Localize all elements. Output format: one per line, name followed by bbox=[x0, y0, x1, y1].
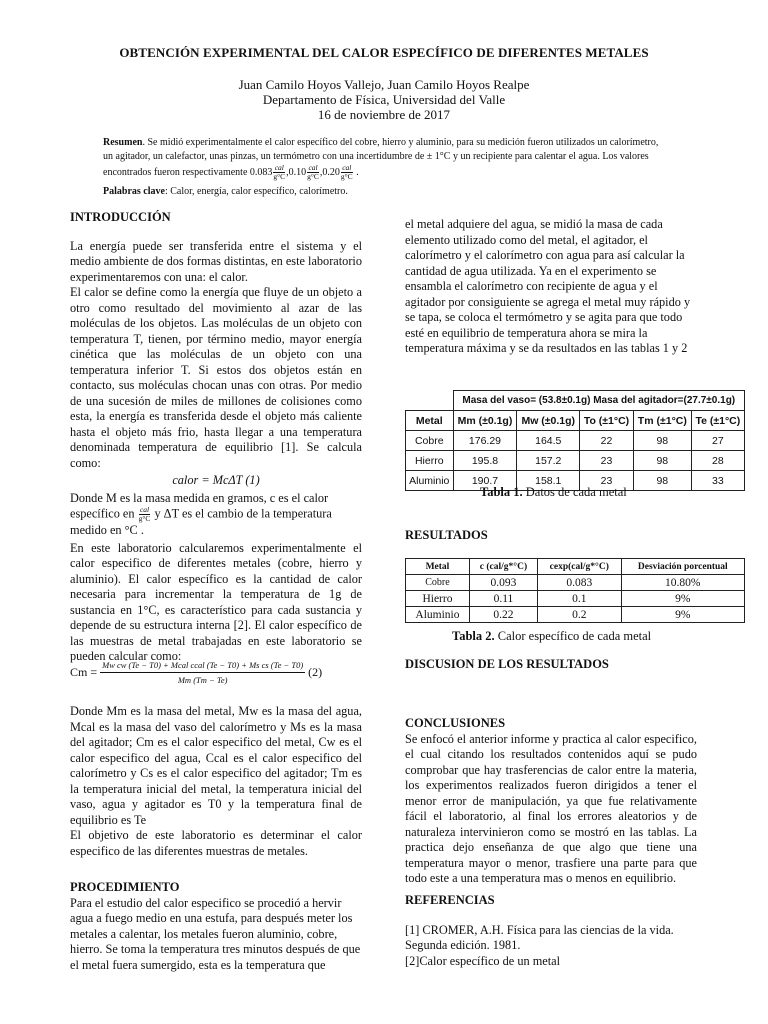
table-row bbox=[406, 451, 745, 471]
table-cell: 176.29 bbox=[453, 431, 517, 451]
equation-2-number: (2) bbox=[308, 665, 323, 679]
table-cell: 10.80% bbox=[621, 575, 744, 591]
table-cell: 98 bbox=[633, 451, 691, 471]
table-1-caption-text: Datos de cada metal bbox=[522, 485, 627, 499]
table-cell: 0.1 bbox=[538, 591, 622, 607]
table-2 bbox=[405, 558, 745, 623]
table-1-col-header: Tm (±1°C) bbox=[633, 411, 691, 431]
procedure-paragraph-1: Para el estudio del calor especifico se procedió a hervir agua a fuego medio en una estufa, para después meter los metales a calentar, los metales fueron aluminio, cobre, hierro. Se toma la temperatura tres minutos después de que el metal fuera sumergido, esta es la temperatura que bbox=[70, 895, 361, 972]
table-cell: Aluminio bbox=[406, 471, 454, 491]
intro-paragraph-1: La energía puede ser transferida entre el sistema y el medio ambiente de dos formas distintas, en este laboratorio experimentaremos con una: el calor. bbox=[70, 238, 362, 284]
table-cell: 158.1 bbox=[517, 471, 580, 491]
keywords-label: Palabras clave bbox=[103, 186, 165, 197]
table-row bbox=[406, 591, 745, 607]
equation-2-fraction bbox=[100, 660, 305, 685]
affiliation: Departamento de Física, Universidad del Valle bbox=[262, 92, 506, 107]
table-cell: 27 bbox=[691, 431, 744, 451]
intro-paragraph-3b: y ΔT es el cambio de la temperatura medido en °C . bbox=[70, 506, 332, 537]
table-1-col-header: Metal bbox=[406, 411, 454, 431]
table-row bbox=[406, 575, 745, 591]
table-2-caption bbox=[452, 629, 651, 644]
abstract-text: . Se midió experimentalmente el calor específico del cobre, hierro y aluminio, para su medición fueron utilizados un calorímetro, un agitador, un calefactor, unas pinzas, un termómetro con una incertidumbre de ± 1°C y un recipiente para calentar el agua. Los valores encontrados fueron respectivamente 0.083 bbox=[103, 137, 659, 178]
date: 16 de noviembre de 2017 bbox=[317, 107, 451, 122]
table-cell: 0.11 bbox=[469, 591, 537, 607]
abstract-value-3: ,0.20 bbox=[319, 166, 340, 178]
table-1-caption bbox=[480, 485, 627, 500]
reference-1: [1] CROMER, A.H. Física para las ciencias de la vida. Segunda edición. 1981. bbox=[405, 922, 674, 952]
table-cell: 157.2 bbox=[517, 451, 580, 471]
table-cell: 22 bbox=[580, 431, 634, 451]
table-2-header-row bbox=[406, 559, 745, 575]
intro-paragraph-4: En este laboratorio calcularemos experimentalmente el calor especifico de diferentes metales (cobre, hierro y aluminio). El calor específico es la cantidad de calor necesaria para incrementar la temperatura de 1g de sustancia en 1°C, es característico para cada sustancia y depende de su estructura interna [2]. El calor específico de las muestras de metal trabajadas en este laboratorio se pueden calcular como: bbox=[70, 540, 362, 663]
table-2-col-header: cexp(cal/g*°C) bbox=[538, 559, 622, 575]
table-cell: Cobre bbox=[406, 431, 454, 451]
intro-paragraph-5: Donde Mm es la masa del metal, Mw es la masa del agua, Mcal es la masa del vaso del calorímetro y Ms es la masa del agitador; Cm es el calor especifico del metal, Cw es el calor especifico del agua, Ccal es el calor especifico del calorímetro y Cs es el calor especifico del agitador; Tm es la temperatura inicial del metal, la temperatura inicial del vaso, agua y agitador es T0 y la temperatura final de equilibrio es Te bbox=[70, 704, 362, 827]
table-1-col-header: To (±1°C) bbox=[580, 411, 634, 431]
table-1 bbox=[405, 390, 745, 491]
unit-fraction: $\frac{\text{cal}}{g^\circ C}$ bbox=[307, 163, 319, 181]
table-2-col-header: Desviación porcentual bbox=[621, 559, 744, 575]
table-cell: 98 bbox=[633, 431, 691, 451]
table-2-caption-label: Tabla 2. bbox=[452, 629, 495, 643]
authors: Juan Camilo Hoyos Vallejo, Juan Camilo Hoyos Realpe bbox=[238, 77, 530, 92]
procedure-paragraph-2: el metal adquiere del agua, se midió la masa de cada elemento utilizado como del metal, el agitador, el calorímetro y el calorímetro con agua para así calcular la cantidad de agua utilizada. Ya en el experimento se ensambla el calorímetro con recipiente de agua y el agitador por consiguiente se agrega el metal muy rápido y se tapa, se coloca el termómetro y se agita para que todo esté en equilibrio de temperatura ahora se mira la temperatura máxima y se da resultados en las tablas 1 y 2 bbox=[405, 217, 691, 355]
reference-2: [2]Calor específico de un metal bbox=[405, 953, 561, 968]
intro-paragraph-3 bbox=[70, 491, 362, 539]
table-1-col-header: Mw (±0.1g) bbox=[517, 411, 580, 431]
unit-fraction: $\frac{\text{cal}}{g^\circ C}$ bbox=[273, 163, 286, 181]
table-cell: Cobre bbox=[406, 575, 470, 591]
keywords: : Calor, energía, calor específico, calorímetro. bbox=[164, 186, 348, 197]
table-1-top-header: Masa del vaso= (53.8±0.1g) Masa del agitador=(27.7±0.1g) bbox=[453, 391, 744, 411]
results-heading: RESULTADOS bbox=[405, 528, 488, 542]
references-heading: REFERENCIAS bbox=[405, 893, 495, 907]
table-cell: 195.8 bbox=[453, 451, 517, 471]
left-column bbox=[70, 210, 362, 665]
references-section bbox=[405, 893, 690, 969]
intro-paragraph-6: El objetivo de este laboratorio es determinar el calor especifico de las diferentes muestras de metales. bbox=[70, 828, 362, 858]
equation-2-numerator: Mw cw (Te − T0) + Mcal ccal (Te − T0) + Ms cs (Te − T0) bbox=[100, 660, 305, 673]
table-cell: Hierro bbox=[406, 451, 454, 471]
intro-paragraph-2: El calor se define como la energía que fluye de un objeto a otro como resultado del movimiento al azar de las moléculas de los objetos. Las moléculas de un objeto con temperatura T, tienen, por término medio, mayor energía cinética que las moléculas de un objeto con una temperatura inferior T. Si estos dos objetos están en contacto, sus moléculas chocan unas con otras. Por medio de una sucesión de miles de millones de colisiones como esta, la energía es transferida desde el objeto más caliente hasta el objeto más frio, hasta llegar a una temperatura denominada temperatura de equilibrio [1]. Se calcula como: bbox=[70, 285, 362, 470]
table-1-col-header: Mm (±0.1g) bbox=[453, 411, 517, 431]
table-1-header-row bbox=[406, 411, 745, 431]
table-cell: 164.5 bbox=[517, 431, 580, 451]
conclusions-section bbox=[405, 716, 697, 887]
table-row bbox=[406, 607, 745, 623]
table-1-col-header: Te (±1°C) bbox=[691, 411, 744, 431]
table-cell: 9% bbox=[621, 607, 744, 623]
left-column-lower bbox=[70, 704, 362, 859]
table-1-caption-label: Tabla 1. bbox=[480, 485, 523, 499]
equation-1: calor = McΔT (1) bbox=[172, 473, 260, 487]
equation-2-denominator: Mm (Tm − Te) bbox=[177, 675, 228, 685]
equation-2-lhs: Cm = bbox=[70, 665, 98, 679]
author-block bbox=[40, 77, 728, 122]
abstract-label: Resumen bbox=[103, 137, 143, 148]
intro-paragraph-3a: Donde M es la masa medida en gramos, c es el calor específico en bbox=[70, 490, 329, 521]
table-cell: 23 bbox=[580, 471, 634, 491]
equation-2 bbox=[70, 660, 370, 685]
table-cell: 98 bbox=[633, 471, 691, 491]
table-cell: 23 bbox=[580, 451, 634, 471]
table-cell: 33 bbox=[691, 471, 744, 491]
table-cell: 190.7 bbox=[453, 471, 517, 491]
discussion-heading: DISCUSION DE LOS RESULTADOS bbox=[405, 657, 609, 671]
table-2-col-header: c (cal/g*°C) bbox=[469, 559, 537, 575]
table-1-top-row bbox=[406, 391, 745, 411]
table-cell: 0.093 bbox=[469, 575, 537, 591]
table-cell: 9% bbox=[621, 591, 744, 607]
paper-title: OBTENCIÓN EXPERIMENTAL DEL CALOR ESPECÍFICO DE DIFERENTES METALES bbox=[119, 45, 649, 60]
table-cell: Hierro bbox=[406, 591, 470, 607]
conclusions-text: Se enfocó el anterior informe y practica al calor especifico, el cual citando los resultados contenidos aquí se pudo comprobar que hay trasferencias de calor entre la materia, los experimentos realizados fueron dirigidos a tener el menor error de manipulación, ya que fue relativamente fácil el laboratorio, al final los errores aleatorios y de naturaleza intervinieron como se mostró en las tablas. La practica dejo enseñanza de que algo que tiene una temperatura mayor o menor, trasfiere una parte para que todo este a una temperatura mas o menos en equilibrio. bbox=[405, 731, 697, 885]
procedure-heading: PROCEDIMIENTO bbox=[70, 880, 180, 894]
unit-fraction: $\frac{\text{cal}}{g^\circ C}$ bbox=[340, 163, 353, 181]
conclusions-heading: CONCLUSIONES bbox=[405, 716, 506, 730]
unit-fraction: $\frac{\text{cal}}{g^\circ C}$ bbox=[138, 505, 151, 523]
table-cell: 0.22 bbox=[469, 607, 537, 623]
procedure-continued bbox=[405, 217, 697, 357]
intro-heading: INTRODUCCIÓN bbox=[70, 210, 171, 224]
abstract bbox=[103, 136, 668, 203]
abstract-value-2: ,0.10 bbox=[286, 166, 307, 178]
table-cell: 0.083 bbox=[538, 575, 622, 591]
procedure-section bbox=[70, 880, 362, 973]
table-cell: 0.2 bbox=[538, 607, 622, 623]
abstract-end: . bbox=[353, 166, 359, 178]
table-2-caption-text: Calor específico de cada metal bbox=[494, 629, 652, 643]
table-2-col-header: Metal bbox=[406, 559, 470, 575]
table-cell: 28 bbox=[691, 451, 744, 471]
table-cell: Aluminio bbox=[406, 607, 470, 623]
table-row bbox=[406, 431, 745, 451]
